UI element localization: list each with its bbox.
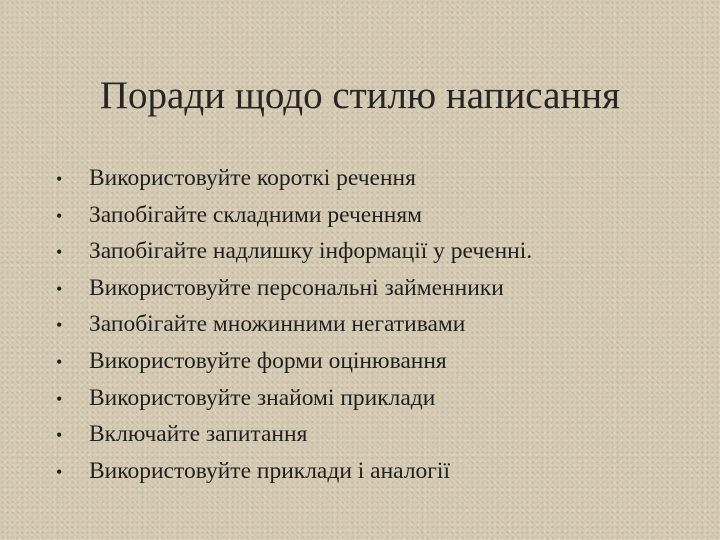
list-item bbox=[56, 160, 532, 197]
bullet-icon: • bbox=[56, 351, 63, 372]
bullet-list bbox=[56, 160, 532, 489]
list-item bbox=[56, 197, 532, 234]
bullet-icon: • bbox=[56, 169, 63, 189]
list-item-text: Використовуйте персональні займенники bbox=[89, 274, 504, 301]
list-item-text: Використовуйте форми оцінювання bbox=[89, 347, 447, 374]
bullet-icon: • bbox=[56, 278, 63, 299]
bullet-icon: • bbox=[56, 242, 63, 263]
list-item bbox=[56, 306, 532, 343]
list-item bbox=[56, 233, 532, 270]
list-item-text: Включайте запитання bbox=[89, 421, 308, 448]
list-item-text: Запобігайте множинними негативами bbox=[89, 311, 466, 338]
list-item-text: Запобігайте надлишку інформації у реченні. bbox=[89, 238, 533, 265]
bullet-icon: • bbox=[56, 461, 63, 482]
list-item-text: Використовуйте знайомі приклади bbox=[89, 384, 436, 411]
bullet-icon: • bbox=[56, 315, 63, 336]
list-item bbox=[56, 416, 532, 453]
bullet-icon: • bbox=[56, 388, 63, 409]
bullet-icon: • bbox=[56, 205, 63, 226]
list-item bbox=[56, 343, 532, 380]
slide-title: Поради щодо стилю написання bbox=[99, 74, 621, 117]
list-item-text: Використовуйте короткі речення bbox=[89, 165, 416, 191]
bullet-icon: • bbox=[56, 425, 63, 446]
list-item-text: Запобігайте складними реченням bbox=[89, 201, 423, 228]
list-item-text: Використовуйте приклади і аналогії bbox=[89, 457, 450, 484]
list-item bbox=[56, 270, 532, 307]
list-item bbox=[56, 453, 532, 490]
list-item bbox=[56, 380, 532, 417]
